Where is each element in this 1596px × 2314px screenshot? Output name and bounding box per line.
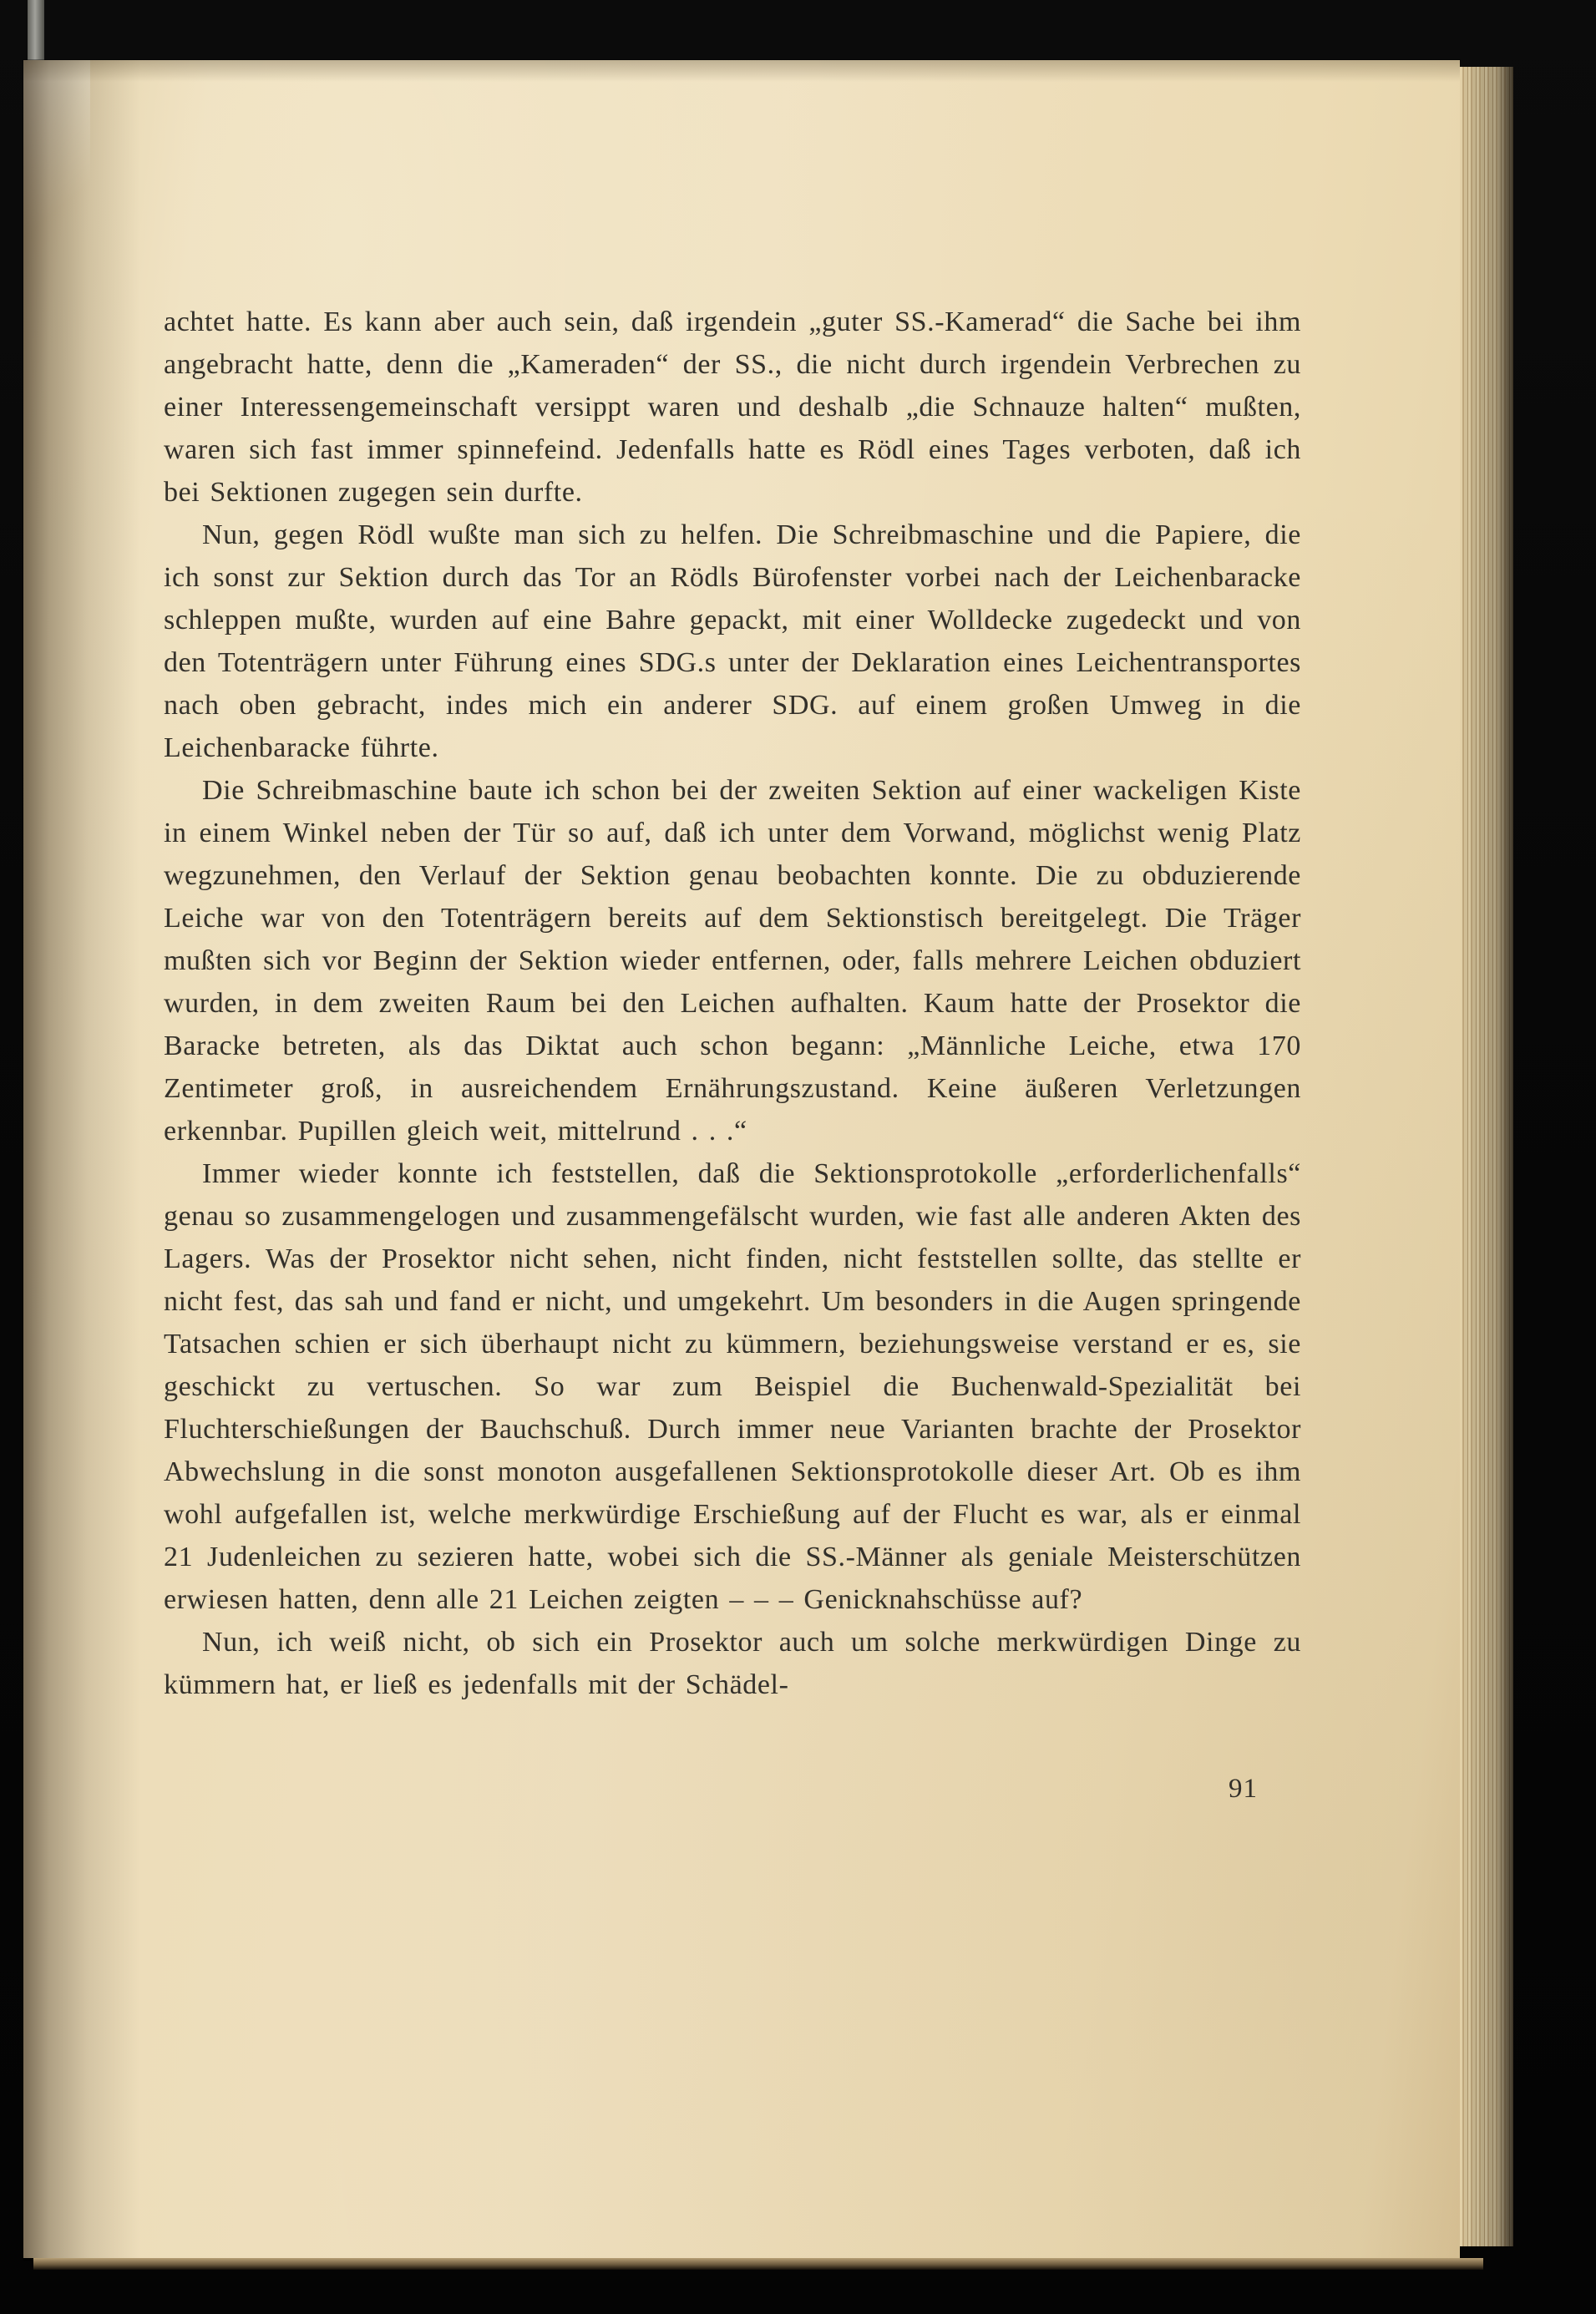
page-bottom-edge: [33, 2258, 1483, 2270]
book-page: [23, 60, 1460, 2258]
paragraph-4: Immer wieder konnte ich feststellen, daß die Sektionsprotokolle „erforderlichenfalls“ genau so zusammengelogen und zusammengefälscht wurden, wie fast alle anderen Akten des Lagers. Was der Prosektor nicht sehen, nicht finden, nicht feststellen sollte, das stellte er nicht fest, das sah und fand er nicht, und umgekehrt. Um besonders in die Augen springende Tatsachen schien er sich überhaupt nicht zu kümmern, beziehungsweise verstand er es, sie geschickt zu vertuschen. So war zum Beispiel die Buchenwald-Spezialität bei Fluchterschießungen der Bauchschuß. Durch immer neue Varianten brachte der Prosektor Abwechslung in die sonst monoton ausgefallenen Sektionsprotokolle dieser Art. Ob es ihm wohl aufgefallen ist, welche merkwürdige Erschießung auf der Flucht es war, als er einmal 21 Judenleichen zu sezieren hatte, wobei sich die SS.-Männer als geniale Meisterschützen erwiesen hatten, denn alle 21 Leichen zeigten – – – Genicknahschüsse auf?: [164, 1158, 1301, 1615]
paragraph-2: Nun, gegen Rödl wußte man sich zu helfen. Die Schreibmaschine und die Papiere, die ich sonst zur Sektion durch das Tor an Rödls Bürofenster vorbei nach der Leichenbaracke schleppen mußte, wurden auf eine Bahre gepackt, mit einer Wolldecke zugedeckt und von den Totenträgern unter Führung eines SDG.s unter der Deklaration eines Leichentransportes nach oben gebracht, indes mich ein anderer SDG. auf einem großen Umweg in die Leichenbaracke führte.: [164, 519, 1301, 763]
book-fore-edge: [1460, 67, 1513, 2246]
gutter-shadow: [23, 60, 140, 2258]
page-number: 91: [1229, 1774, 1258, 1804]
page-top-shade: [23, 60, 1460, 82]
binding-edge: [28, 0, 44, 63]
paragraph-5: Nun, ich weiß nicht, ob sich ein Prosektor auch um solche merkwürdigen Dinge zu kümmern hat, er ließ es jedenfalls mit der Schädel-: [164, 1627, 1301, 1700]
text-block: [164, 301, 1301, 1810]
paragraph-3: Die Schreibmaschine baute ich schon bei der zweiten Sektion auf einer wackeligen Kiste in einem Winkel neben der Tür so auf, daß ich unter dem Vorwand, möglichst wenig Platz wegzunehmen, den Verlauf der Sektion genau beobachten konnte. Die zu obduzierende Leiche war von den Totenträgern bereits auf dem Sektionstisch bereitgelegt. Die Träger mußten sich vor Beginn der Sektion wieder entfernen, oder, falls mehrere Leichen obduziert wurden, in dem zweiten Raum bei den Leichen aufhalten. Kaum hatte der Prosektor die Baracke betreten, als das Diktat auch schon begann: „Männliche Leiche, etwa 170 Zentimeter groß, in ausreichendem Ernährungszustand. Keine äußeren Verletzungen erkennbar. Pupillen gleich weit, mittelrund . . .“: [164, 775, 1301, 1147]
paragraph-1: achtet hatte. Es kann aber auch sein, daß irgendein „guter SS.-Kamerad“ die Sache bei ihm angebracht hatte, denn die „Kameraden“ der SS., die nicht durch irgendein Verbrechen zu einer Interessengemeinschaft versippt waren und deshalb „die Schnauze halten“ mußten, waren sich fast immer spinnefeind. Jedenfalls hatte es Rödl eines Tages verboten, daß ich bei Sektionen zugegen sein durfte.: [164, 306, 1301, 508]
